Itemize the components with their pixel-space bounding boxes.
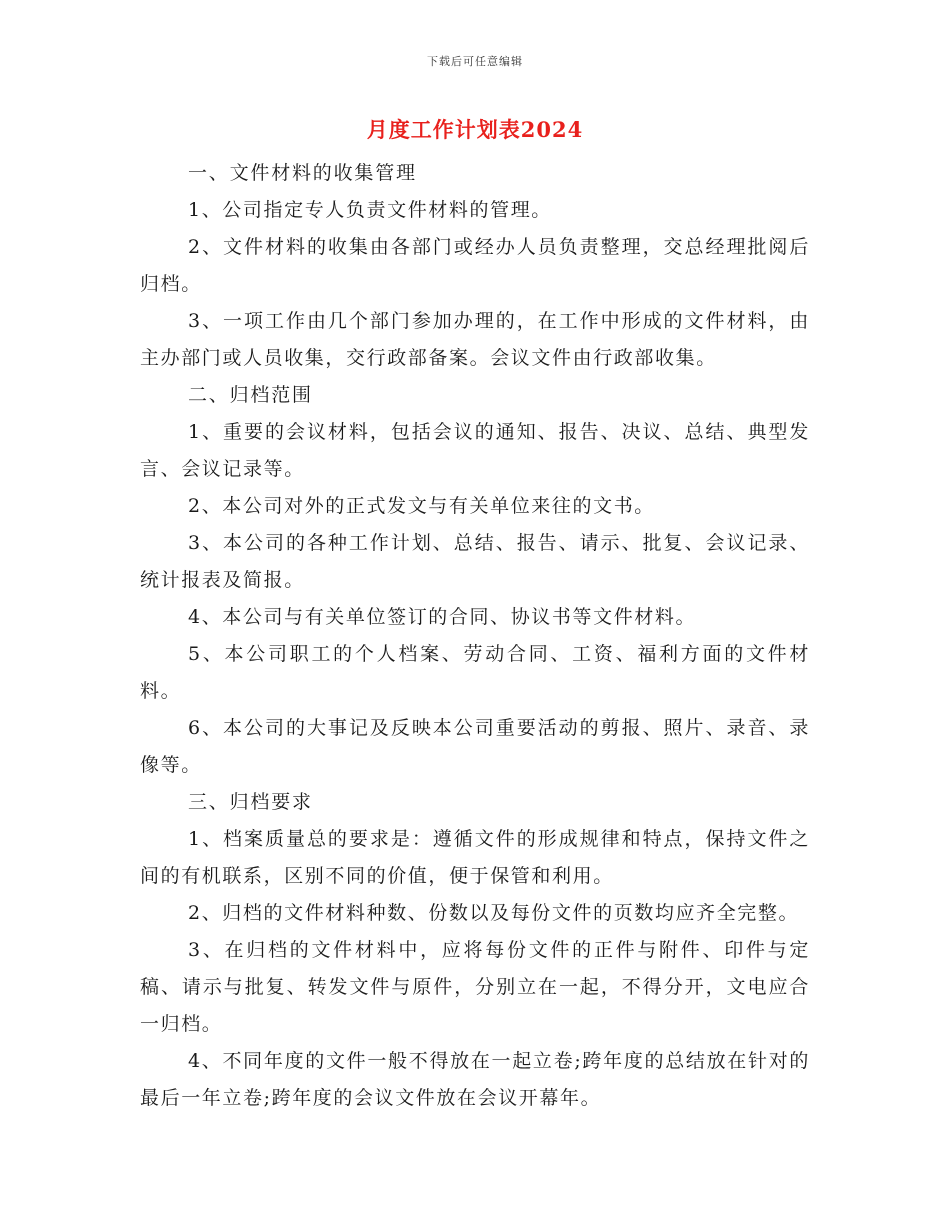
header-note: 下载后可任意编辑 bbox=[427, 55, 523, 68]
paragraph: 2、本公司对外的正式发文与有关单位来往的文书。 bbox=[188, 495, 655, 517]
paragraph: 5、本公司职工的个人档案、劳动合同、工资、福利方面的文件材料。 bbox=[140, 643, 810, 702]
paragraph: 4、本公司与有关单位签订的合同、协议书等文件材料。 bbox=[188, 606, 697, 628]
paragraph: 4、不同年度的文件一般不得放在一起立卷;跨年度的总结放在针对的最后一年立卷;跨年度的会议文件放在会议开幕年。 bbox=[140, 1050, 810, 1109]
paragraph: 3、一项工作由几个部门参加办理的，在工作中形成的文件材料，由主办部门或人员收集，交行政部备案。会议文件由行政部收集。 bbox=[140, 310, 810, 369]
paragraph: 3、在归档的文件材料中，应将每份文件的正件与附件、印件与定稿、请示与批复、转发文件与原件，分别立在一起，不得分开，文电应合一归档。 bbox=[140, 939, 810, 1035]
section-heading-2: 二、归档范围 bbox=[188, 384, 313, 406]
paragraph: 2、归档的文件材料种数、份数以及每份文件的页数均应齐全完整。 bbox=[188, 902, 800, 924]
paragraph: 3、本公司的各种工作计划、总结、报告、请示、批复、会议记录、统计报表及简报。 bbox=[140, 532, 810, 591]
section-heading-1: 一、文件材料的收集管理 bbox=[188, 162, 417, 184]
paragraph: 6、本公司的大事记及反映本公司重要活动的剪报、照片、录音、录像等。 bbox=[140, 717, 810, 776]
paragraph: 1、档案质量总的要求是：遵循文件的形成规律和特点，保持文件之间的有机联系，区别不同的价值，便于保管和利用。 bbox=[140, 828, 810, 887]
section-heading-3: 三、归档要求 bbox=[188, 791, 313, 813]
paragraph: 2、文件材料的收集由各部门或经办人员负责整理，交总经理批阅后归档。 bbox=[140, 236, 810, 295]
paragraph: 1、重要的会议材料，包括会议的通知、报告、决议、总结、典型发言、会议记录等。 bbox=[140, 421, 810, 480]
document-title: 月度工作计划表2024 bbox=[366, 117, 584, 142]
paragraph: 1、公司指定专人负责文件材料的管理。 bbox=[188, 199, 552, 221]
document-body bbox=[140, 155, 810, 1117]
